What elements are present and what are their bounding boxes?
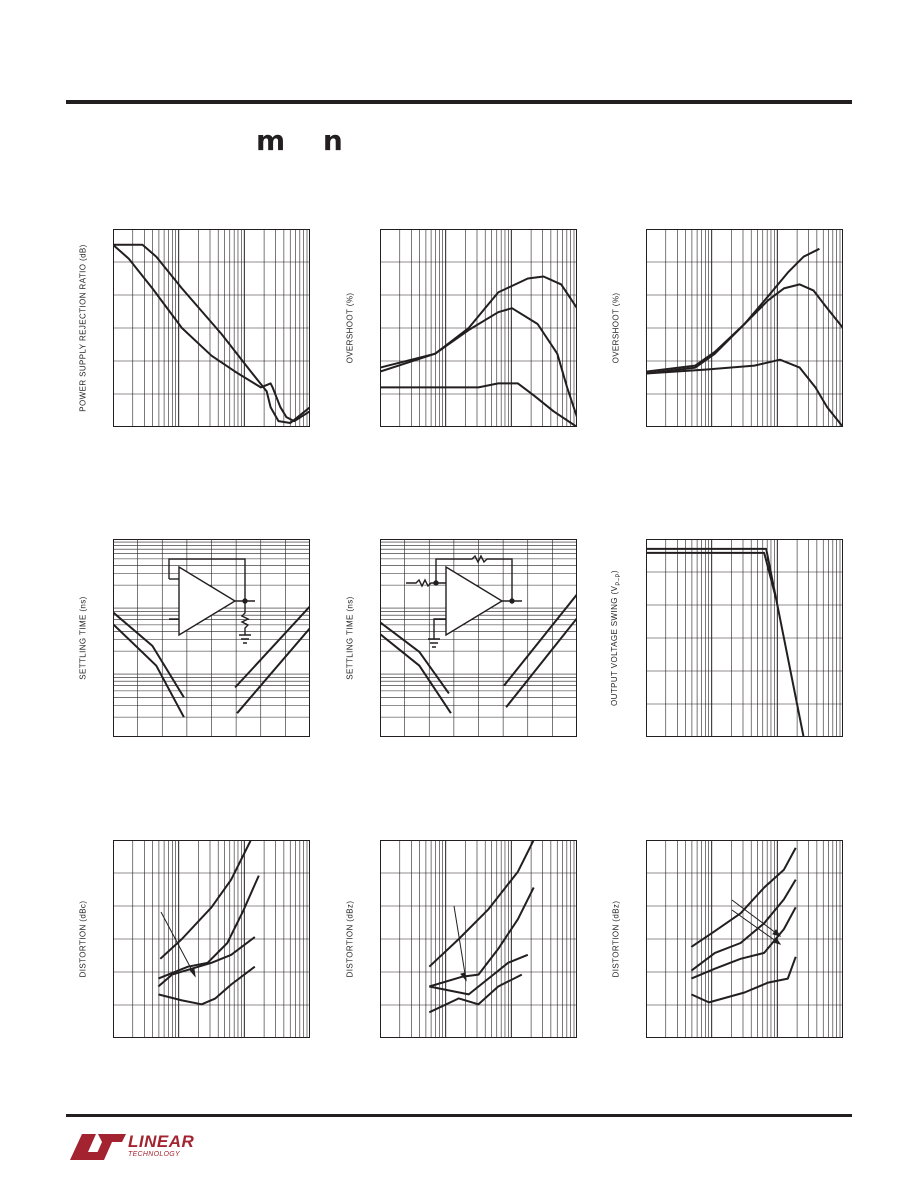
plot-curve-4 xyxy=(691,957,795,1003)
plot-ylabel-suffix: ) xyxy=(610,570,620,574)
brand-line-1: LINEAR xyxy=(128,1132,195,1151)
annotation-arrow-icon xyxy=(161,912,195,976)
bottom-rule xyxy=(66,1114,852,1117)
plot-curve-4 xyxy=(429,975,522,1013)
plot-psrr xyxy=(113,229,310,427)
plot-ylabel xyxy=(612,901,621,978)
plot-overshoot2 xyxy=(646,229,843,427)
plot-curve-1 xyxy=(691,848,795,947)
plot-grid-lines xyxy=(113,840,310,1038)
plot-dist3 xyxy=(646,840,843,1038)
plot-ylabel-text: DISTORTION (dBz) xyxy=(611,900,621,978)
plot-grid-lines xyxy=(380,229,577,427)
plot-grid-lines xyxy=(646,229,843,427)
plot-ylabel-text: OUTPUT VOLTAGE SWING (V xyxy=(610,585,620,706)
plot-curve-4 xyxy=(237,628,310,713)
plot-curve-1 xyxy=(646,549,804,737)
plot-ylabel xyxy=(346,901,355,978)
annotation-arrow-icon xyxy=(732,900,780,944)
plot-ylabel-text: DISTORTION (dBc) xyxy=(78,900,88,978)
plot-curve-3 xyxy=(158,937,255,987)
plot-ylabel-text: OVERSHOOT (%) xyxy=(345,292,355,364)
plot-curve-2 xyxy=(691,880,795,971)
plot-settling2 xyxy=(380,539,577,737)
plot-curve-1 xyxy=(160,840,251,959)
plot-grid-lines xyxy=(646,539,843,737)
plot-curve-2 xyxy=(646,284,843,373)
plot-grid-lines xyxy=(113,229,310,427)
header-glyphs: m n xyxy=(256,124,357,157)
brand-wordmark xyxy=(128,1133,194,1158)
plot-curve-2 xyxy=(113,245,310,421)
plot-dist1 xyxy=(113,840,310,1038)
plot-ylabel-text: POWER SUPPLY REJECTION RATIO (dB) xyxy=(78,244,88,412)
opamp-schematic-icon xyxy=(406,556,522,647)
plot-curve-1 xyxy=(113,245,310,423)
plot-ylabel-text: SETTLING TIME (ns) xyxy=(345,596,355,680)
plot-curve-3 xyxy=(380,383,577,427)
plot-dist2 xyxy=(380,840,577,1038)
plot-curve-2 xyxy=(380,308,577,417)
plot-ylabel-subscript: P–P xyxy=(615,573,622,586)
plot-ylabel-text: DISTORTION (dBz) xyxy=(345,900,355,978)
plot-curve-4 xyxy=(506,618,577,707)
plot-curve-2 xyxy=(429,888,533,987)
plot-ylabel xyxy=(346,293,355,364)
brand-line-2: TECHNOLOGY xyxy=(128,1151,181,1158)
top-rule xyxy=(66,100,852,104)
plot-curve-2 xyxy=(380,634,451,713)
plot-grid-lines xyxy=(380,539,577,737)
plot-ylabel-text: SETTLING TIME (ns) xyxy=(78,596,88,680)
plot-ylabel-text: OVERSHOOT (%) xyxy=(611,292,621,364)
plot-curve-1 xyxy=(429,840,533,967)
plot-overshoot1 xyxy=(380,229,577,427)
plot-ylabel xyxy=(612,293,621,364)
plot-curve-1 xyxy=(380,622,449,693)
plot-ylabel xyxy=(610,570,622,706)
plot-ylabel xyxy=(79,244,88,411)
plot-vswing xyxy=(646,539,843,737)
plot-ylabel xyxy=(79,596,88,680)
plot-curve-1 xyxy=(646,249,819,372)
opamp-schematic-icon xyxy=(169,559,255,643)
plot-ylabel xyxy=(346,596,355,680)
plot-curve-1 xyxy=(380,277,577,368)
plot-ylabel xyxy=(79,901,88,978)
plot-settling1 xyxy=(113,539,310,737)
plot-grid-lines xyxy=(380,840,577,1038)
plot-curve-2 xyxy=(113,624,184,717)
